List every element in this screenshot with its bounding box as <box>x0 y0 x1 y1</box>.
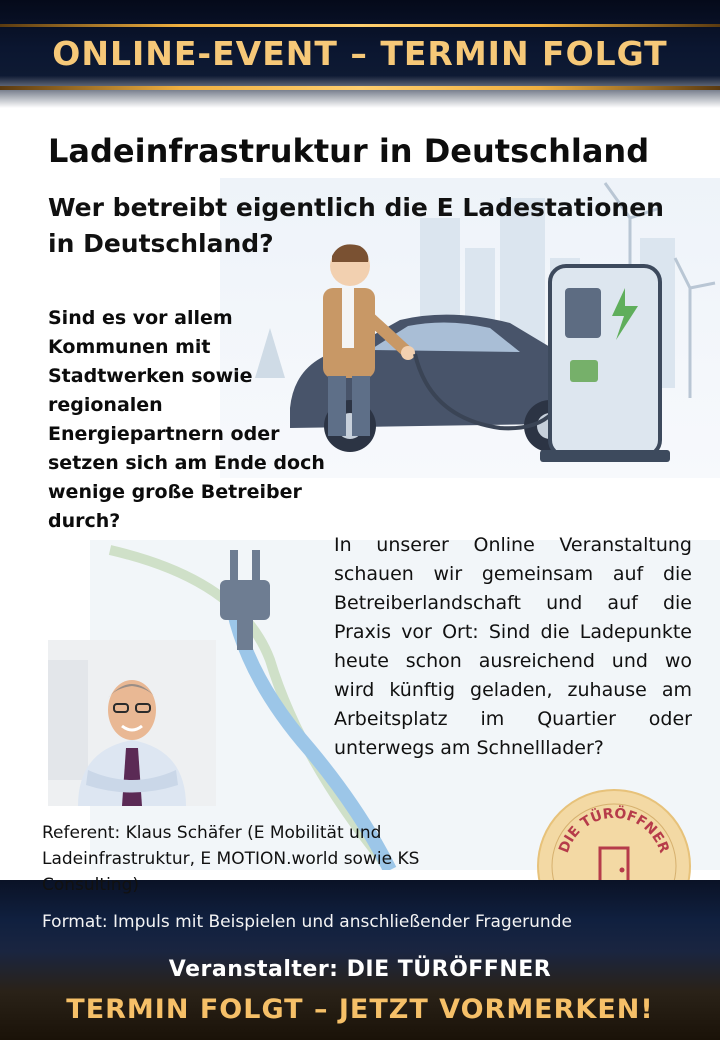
call-to-action: TERMIN FOLGT – JETZT VORMERKEN! <box>66 994 654 1025</box>
event-description: In unserer Online Veranstaltung schauen wir gemeinsam auf die Betreiberlandschaft und auf die Praxis vor Ort: Sind die Ladepunkte heute schon ausreichend und wo wird künftig geladen, zuhause am Arbeitsplatz im Quartier oder unterwegs am Schnelllader? <box>334 534 692 759</box>
speaker-portrait <box>48 640 216 806</box>
page-headline: Ladeinfrastruktur in Deutschland <box>48 132 650 170</box>
format-info: Format: Impuls mit Beispielen und anschließender Fragerunde <box>42 912 572 932</box>
banner-glow-line <box>0 24 720 27</box>
question-text: Sind es vor allem Kommunen mit Stadtwerken sowie regionalen Energiepartnern oder setzen sich am Ende doch wenige große Betreiber durch? <box>48 307 325 532</box>
banner-title: ONLINE-EVENT – TERMIN FOLGT <box>52 34 668 73</box>
organizer-line: Veranstalter: DIE TÜRÖFFNER <box>168 957 552 982</box>
speaker-info: Referent: Klaus Schäfer (E Mobilität und Ladeinfrastruktur, E MOTION.world sowie KS Consulting) <box>42 823 420 895</box>
top-banner <box>0 0 720 108</box>
banner-glow-line <box>0 86 720 90</box>
page-subheadline: Wer betreibt eigentlich die E Ladestationen in Deutschland? <box>48 193 664 258</box>
seal-top-text: DIE TÜRÖFFNER <box>556 805 672 856</box>
